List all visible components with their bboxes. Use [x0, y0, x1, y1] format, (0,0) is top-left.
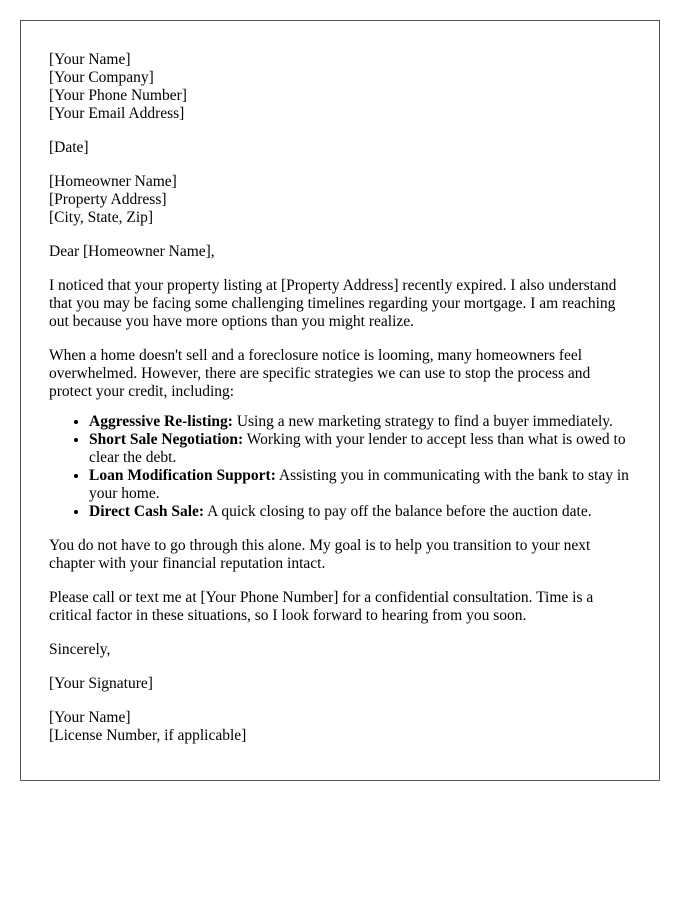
strategy-text: A quick closing to pay off the balance before the auction date. [204, 503, 592, 520]
body-paragraph-call-to-action: Please call or text me at [Your Phone Number] for a confidential consultation. Time is a critical factor in these situations, so I look forward to hearing from you soon. [49, 589, 594, 624]
body-paragraph-strategies: When a home doesn't sell and a foreclosure notice is looming, many homeowners feel overwhelmed. However, there are specific strategies we can use to stop the process and protect your credit, including: [49, 347, 591, 400]
sender-company: [Your Company] [49, 69, 154, 86]
body-paragraph-reassurance: You do not have to go through this alone. My goal is to help you transition to your next chapter with your financial reputation intact. [49, 537, 591, 572]
strategy-text: Working with your lender to accept less than what is owed to clear the debt. [89, 431, 626, 466]
strategy-text: Assisting you in communicating with the bank to stay in your home. [89, 467, 629, 502]
strategy-title: Short Sale Negotiation: [89, 431, 244, 448]
body-paragraph-intro: I noticed that your property listing at [Property Address] recently expired. I also understand that you may be facing some challenging timelines regarding your mortgage. I am reaching out because you have more options than you might realize. [49, 277, 617, 330]
footer-name: [Your Name] [49, 709, 131, 726]
strategy-title: Direct Cash Sale: [89, 503, 205, 520]
recipient-block [49, 173, 631, 227]
recipient-name: [Homeowner Name] [49, 173, 177, 190]
recipient-city-state-zip: [City, State, Zip] [49, 209, 154, 226]
letter-document [20, 20, 660, 781]
sender-name: [Your Name] [49, 51, 131, 68]
recipient-address: [Property Address] [49, 191, 167, 208]
date-line: [Date] [49, 139, 89, 156]
strategy-title: Aggressive Re-listing: [89, 413, 233, 430]
sender-block [49, 51, 631, 123]
footer-block [49, 709, 631, 745]
strategy-list [49, 413, 631, 521]
sender-phone: [Your Phone Number] [49, 87, 187, 104]
list-item [89, 503, 631, 521]
signoff: Sincerely, [49, 641, 111, 658]
sender-email: [Your Email Address] [49, 105, 185, 122]
salutation: Dear [Homeowner Name], [49, 243, 215, 260]
strategy-title: Loan Modification Support: [89, 467, 276, 484]
footer-license: [License Number, if applicable] [49, 727, 247, 744]
list-item [89, 431, 631, 467]
signature: [Your Signature] [49, 675, 153, 692]
list-item [89, 413, 631, 431]
list-item [89, 467, 631, 503]
strategy-text: Using a new marketing strategy to find a buyer immediately. [232, 413, 613, 430]
